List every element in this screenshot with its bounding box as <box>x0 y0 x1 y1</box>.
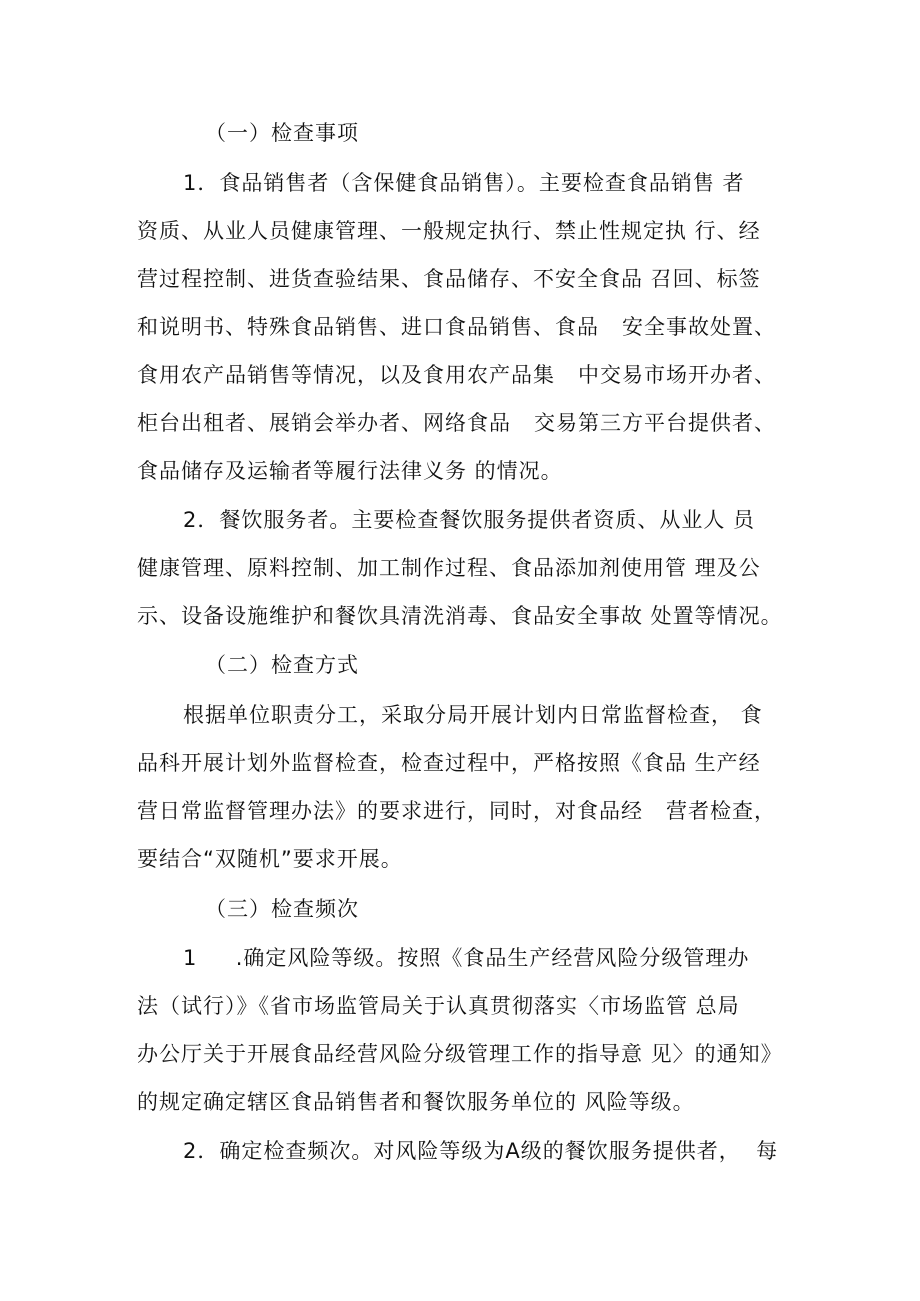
paragraph-line: 资质、从业人员健康管理、一般规定执行、禁止性规定执 行、经 <box>137 219 761 243</box>
section-heading-inspection-method: （二）检查方式 <box>205 653 359 677</box>
paragraph-line: 2．确定检查频次。对风险等级为A级的餐饮服务提供者， 每 <box>183 1139 779 1163</box>
paragraph-line: 食用农产品销售等情况，以及食用农产品集 中交易市场开办者、 <box>137 363 777 387</box>
paragraph-line: 品科开展计划外监督检查，检查过程中，严格按照《食品 生产经 <box>137 751 761 775</box>
paragraph-line: 根据单位职责分工，采取分局开展计划内日常监督检查， 食 <box>183 703 763 727</box>
paragraph-line: 示、设备设施维护和餐饮具清洗消毒、食品安全事故 处置等情况。 <box>137 604 783 628</box>
paragraph-line: 1．食品销售者（含保健食品销售）。主要检查食品销售 者 <box>183 171 745 195</box>
paragraph-line: 健康管理、原料控制、加工制作过程、食品添加剂使用管 理及公 <box>137 556 761 580</box>
paragraph-line: 法（试行）》《省市场监管局关于认真贯彻落实〈市场监管 总局 <box>137 994 740 1018</box>
paragraph-line: 要结合“双随机”要求开展。 <box>137 847 403 871</box>
paragraph-line: 2．餐饮服务者。主要检查餐饮服务提供者资质、从业人 员 <box>183 508 756 532</box>
paragraph-line: 柜台出租者、展销会举办者、网络食品 交易第三方平台提供者、 <box>137 411 777 435</box>
paragraph-line: 食品储存及运输者等履行法律义务 的情况。 <box>137 459 563 483</box>
paragraph-line: 营过程控制、进货查验结果、食品储存、不安全食品 召回、标签 <box>137 267 761 291</box>
paragraph-line: 的规定确定辖区食品销售者和餐饮服务单位的 风险等级。 <box>137 1090 695 1114</box>
paragraph-line: 营日常监督管理办法》的要求进行，同时，对食品经 营者检查， <box>137 799 777 823</box>
paragraph-line: 1 .确定风险等级。按照《食品生产经营风险分级管理办 <box>183 946 750 970</box>
paragraph-line: 办公厅关于开展食品经营风险分级管理工作的指导意 见〉的通知》 <box>137 1042 783 1066</box>
paragraph-line: 和说明书、特殊食品销售、进口食品销售、食品 安全事故处置、 <box>137 315 777 339</box>
section-heading-inspection-items: （一）检查事项 <box>205 121 359 145</box>
section-heading-inspection-frequency: （三）检查频次 <box>205 897 359 921</box>
